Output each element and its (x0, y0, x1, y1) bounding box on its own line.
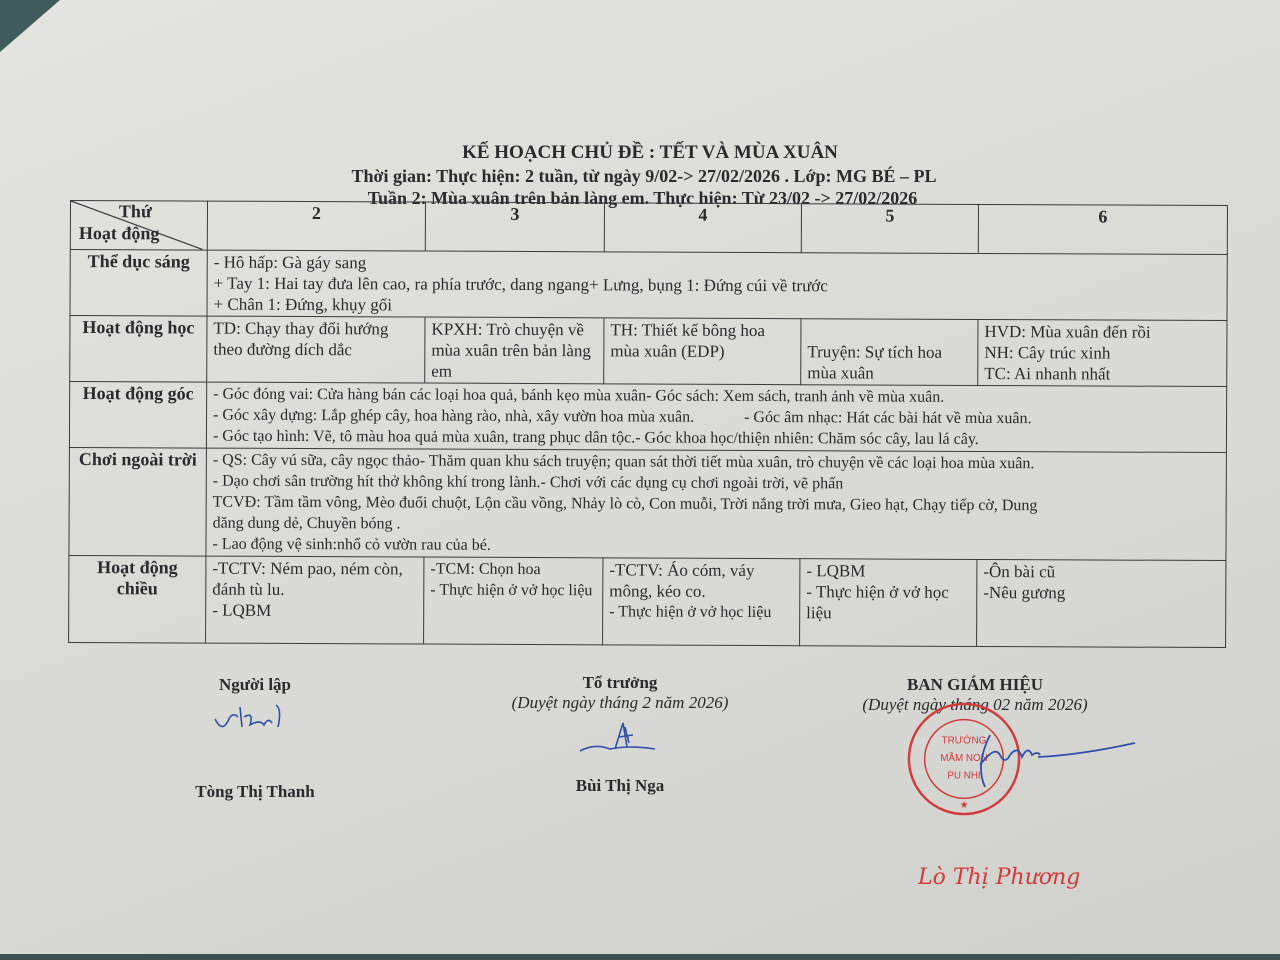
learning-cell-day4: TH: Thiết kế bông hoa mùa xuân (EDP) (604, 318, 801, 385)
content-line: - Thực hiện ở vở học liệu (430, 581, 593, 600)
content-line: -TCM: Chọn hoa (430, 560, 541, 579)
svg-text:PU NHI: PU NHI (947, 770, 981, 782)
document-header (0, 141, 1280, 209)
content-line: - Góc tạo hình: Vẽ, tô màu hoa quả mùa xuân, trang phục dân tộc.- Góc khoa học/thiện nhiên: Chăm sóc cây, lau lá cây. (212, 427, 979, 448)
team-leader-role: Tổ trưởng (582, 673, 658, 692)
content-line: TCVĐ: Tầm tầm vông, Mèo đuổi chuột, Lộn cầu vồng, Nhảy lò cò, Con muỗi, Trời nắng trời mưa, Gieo hạt, Chạy tiếp cờ, Dung (212, 493, 1038, 515)
row-outdoor (69, 447, 1226, 560)
content-line: - Dạo chơi sân trường hít thở không khí trong lành.- Chơi với các dụng cụ chơi ngoài trời, vẽ phấn (212, 472, 844, 493)
content-line: - Thực hiện ở vở học liệu (806, 582, 949, 623)
team-leader-name: Bùi Thị Nga (575, 776, 665, 795)
learning-cell-day3: KPXH: Trò chuyện về mùa xuân trên bản làng em (425, 317, 604, 384)
header-row (70, 201, 1227, 255)
content-line: -TCTV: Ném pao, ném còn, đánh tù lu. (212, 558, 403, 599)
content-line: - LQBM (806, 561, 866, 581)
content-line: NH: Cây trúc xinh (984, 342, 1111, 363)
content-line: -Ôn bài cũ (983, 561, 1056, 582)
learning-cell-day2: TD: Chạy thay đổi hướng theo đường dích dắc (207, 316, 425, 383)
morning-exercise-content (207, 250, 1227, 320)
corner-cell (70, 201, 207, 251)
board-approval-note: (Duyệt ngày tháng 02 năm 2026) (862, 695, 1088, 714)
row-corners (69, 382, 1226, 453)
afternoon-cell-day4 (603, 558, 800, 646)
learning-cell-day6 (978, 319, 1227, 386)
svg-text:★: ★ (959, 800, 969, 812)
day-header-4: 4 (604, 203, 801, 253)
document-week: Tuần 2: Mùa xuân trên bản làng em. Thực hiện: Từ 23/02 -> 27/02/2026 (367, 188, 918, 208)
day-header-6: 6 (978, 204, 1227, 254)
handwritten-signature-icon (575, 719, 665, 759)
content-line: HVD: Mùa xuân đến rồi (984, 321, 1151, 342)
background-strip (0, 954, 1280, 960)
day-header-2: 2 (207, 201, 425, 251)
signature-team-leader (480, 673, 760, 796)
afternoon-cell-day2 (206, 556, 424, 644)
content-line: + Chân 1: Đứng, khụy gối (213, 294, 393, 315)
document-title: KẾ HOẠCH CHỦ ĐỀ : TẾT VÀ MÙA XUÂN (462, 142, 838, 163)
content-line: - Hô hấp: Gà gáy sang (213, 252, 367, 273)
content-line: - Góc đóng vai: Cửa hàng bán các loại hoa quả, bánh kẹo mùa xuân- Góc sách: Xem sách, tranh ảnh về mùa xuân. (213, 385, 945, 406)
row-label: Thể dục sáng (70, 250, 207, 317)
outdoor-content (206, 448, 1226, 560)
content-line: -Nêu gương (983, 582, 1066, 603)
row-label: Hoạt động chiều (69, 555, 206, 643)
content-segment: - Góc xây dựng: Lắp ghép cây, hoa hàng rào, nhà, xây vườn hoa mùa xuân. (213, 406, 695, 426)
document-subtitle: Thời gian: Thực hiện: 2 tuần, từ ngày 9/02-> 27/02/2026 . Lớp: MG BÉ – PL (351, 166, 937, 186)
row-learning (70, 316, 1227, 387)
team-leader-approval-note: (Duyệt ngày tháng 2 năm 2026) (511, 693, 729, 712)
row-label: Hoạt động góc (69, 382, 206, 449)
corner-activity-label: Hoạt động (78, 223, 160, 244)
afternoon-cell-day6 (977, 559, 1226, 647)
svg-text:MẦM NON: MẦM NON (940, 752, 988, 764)
content-segment: - Góc âm nhạc: Hát các bài hát về mùa xuân. (744, 408, 1032, 428)
preparer-name: Tòng Thị Thanh (195, 782, 315, 801)
content-line: dăng dung dẻ, Chuyền bóng . (212, 514, 401, 533)
content-line: - Thực hiện ở vở học liệu (609, 603, 772, 622)
row-afternoon (69, 555, 1226, 647)
content-line: + Tay 1: Hai tay đưa lên cao, ra phía trước, dang ngang+ Lưng, bụng 1: Đứng cúi về trước (213, 273, 828, 296)
row-label: Chơi ngoài trời (69, 447, 206, 556)
corner-day-label: Thứ (118, 201, 152, 222)
content-line: - Lao động vệ sinh:nhổ cỏ vườn rau của bé. (212, 535, 491, 554)
day-header-5: 5 (801, 204, 978, 254)
row-label: Hoạt động học (70, 316, 207, 383)
preparer-role: Người lập (218, 675, 292, 694)
background-corner (0, 0, 60, 52)
corners-content (206, 382, 1226, 452)
content-line: TC: Ai nhanh nhất (984, 363, 1111, 384)
content-line: - LQBM (212, 600, 272, 620)
afternoon-cell-day3 (424, 557, 603, 645)
content-line: - QS: Cây vú sữa, cây ngọc thảo- Thăm quan khu sách truyện; quan sát thời tiết mùa xuân, trò chuyện về các loại hoa mùa xuân. (212, 451, 1035, 473)
signature-preparer (175, 675, 335, 802)
afternoon-cell-day5 (800, 559, 977, 647)
handwritten-signature-icon (210, 699, 300, 739)
svg-text:TRƯỜNG: TRƯỜNG (941, 735, 987, 747)
content-line: -TCTV: Áo cóm, váy mông, kéo co. (609, 560, 755, 601)
learning-cell-day5: Truyện: Sự tích hoa mùa xuân (801, 319, 978, 386)
board-role: BAN GIÁM HIỆU (906, 675, 1043, 694)
plan-table (68, 200, 1228, 648)
board-name: Lò Thị Phương (918, 865, 1081, 890)
day-header-3: 3 (425, 202, 604, 252)
handwritten-signature-icon (960, 725, 1140, 795)
row-morning-exercise (70, 250, 1227, 321)
